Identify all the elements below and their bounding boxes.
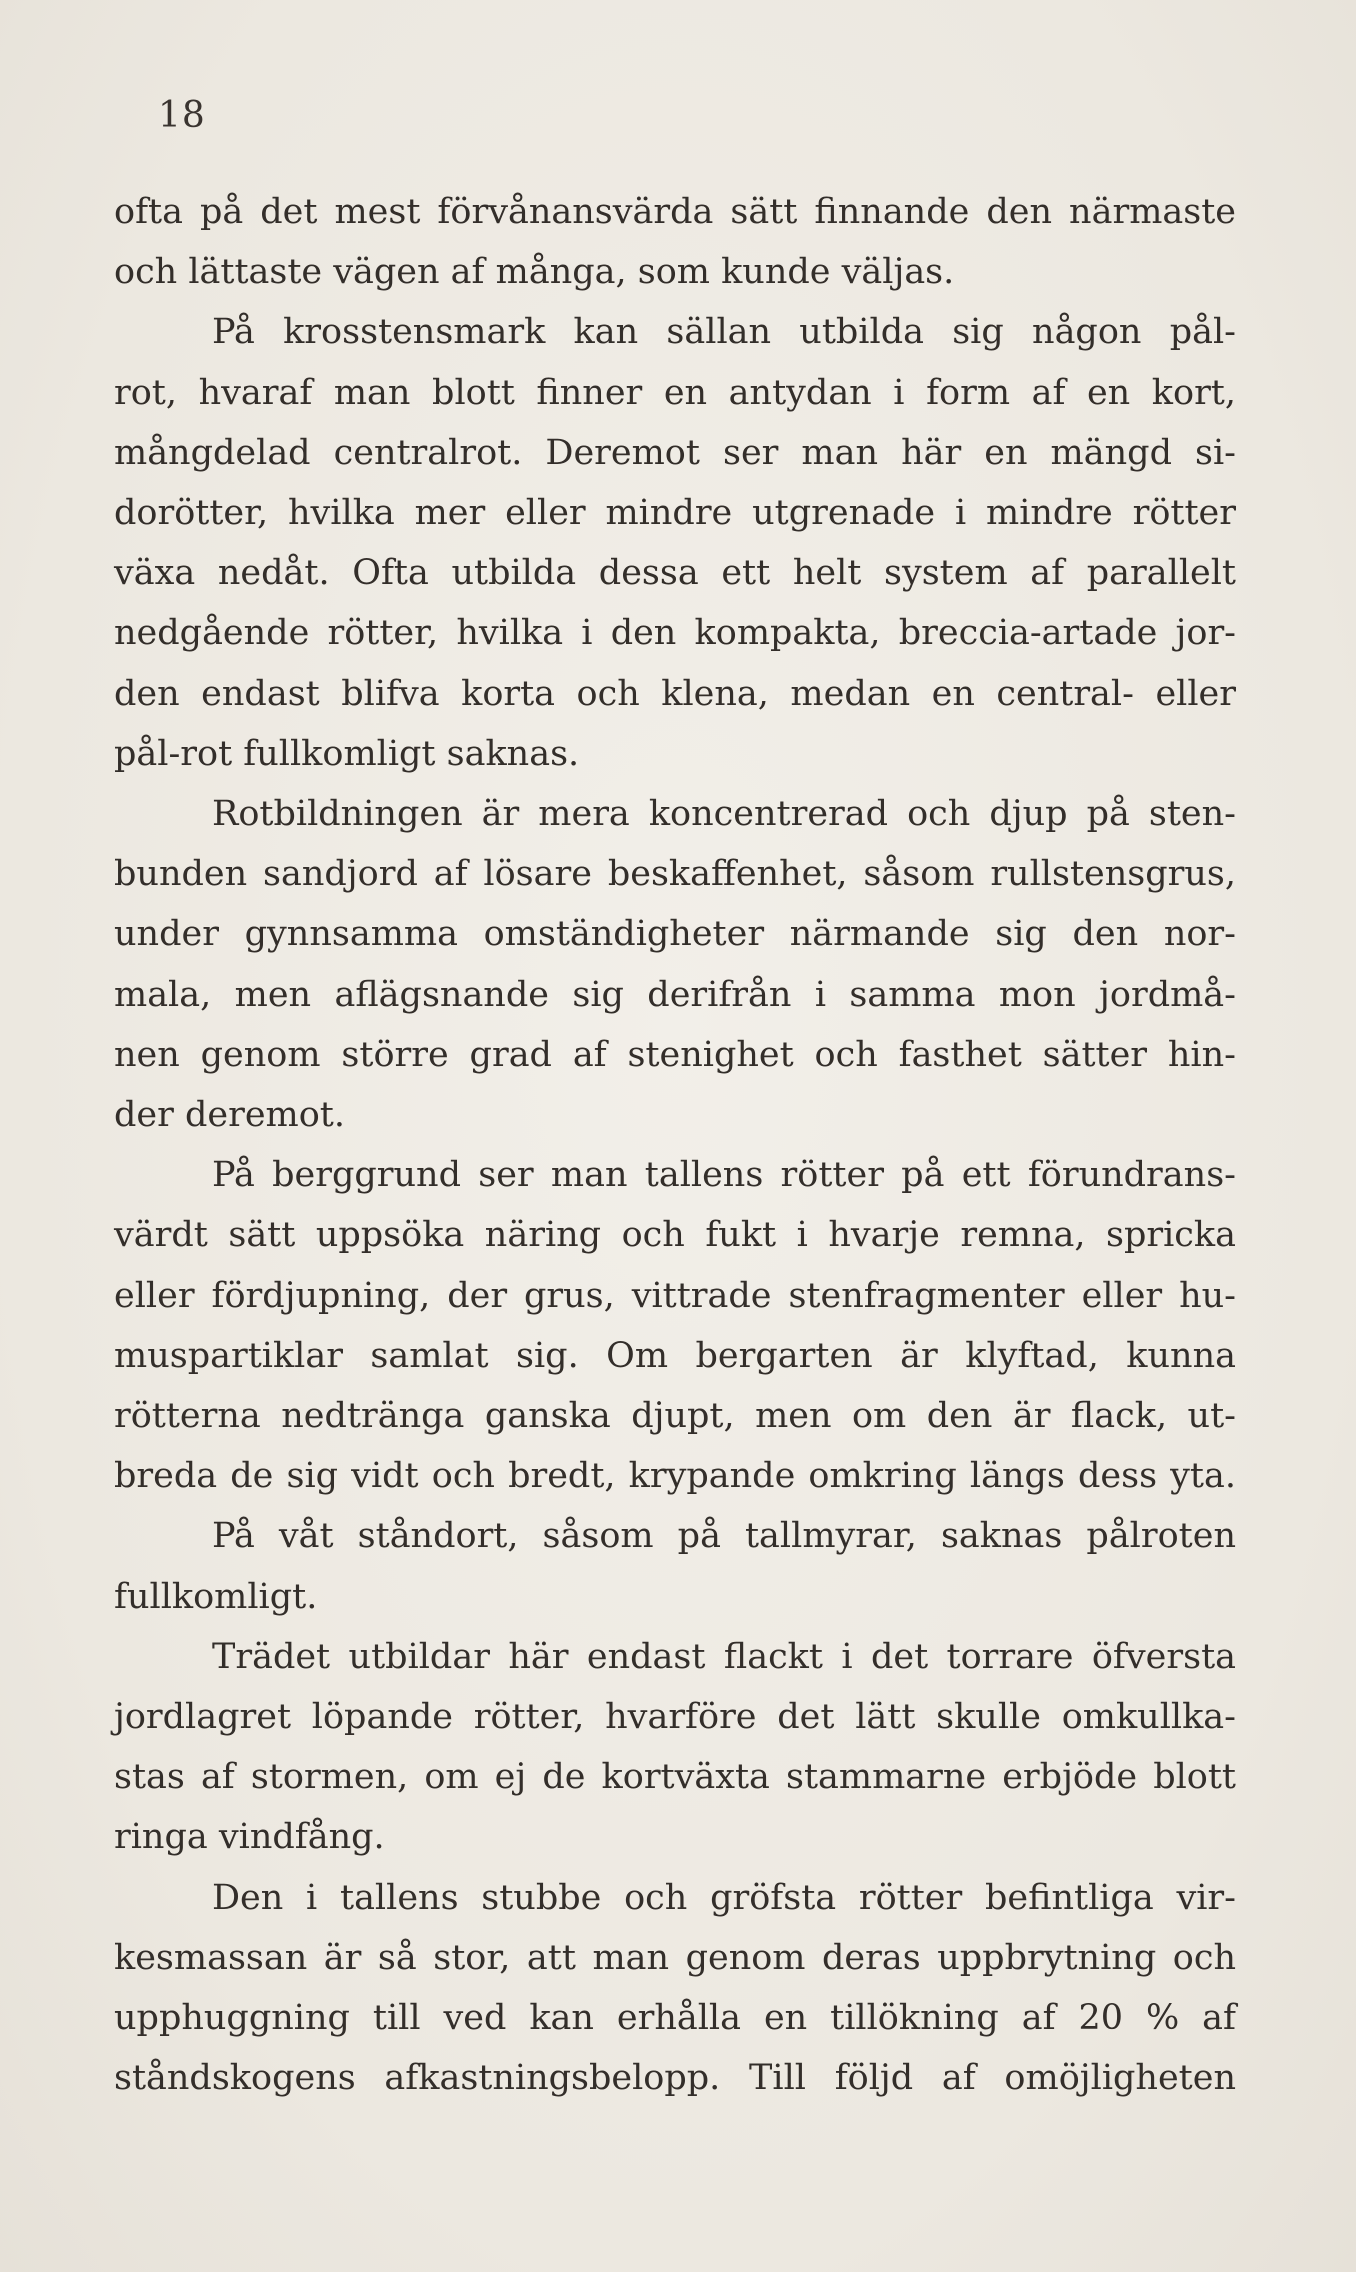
text-line: Den i tallens stubbe och gröfsta rötter befintliga vir- — [212, 1878, 1236, 1918]
text-line: På krosstensmark kan sällan utbilda sig någon pål- — [212, 312, 1236, 352]
page-number: 18 — [158, 95, 206, 136]
text-line: Rotbildningen är mera koncentrerad och djup på sten- — [212, 794, 1236, 834]
text-line: upphuggning till ved kan erhålla en tillökning af 20 % af — [114, 1998, 1236, 2038]
text-line: pål-rot fullkomligt saknas. — [114, 734, 580, 774]
text-line: mångdelad centralrot. Deremot ser man här en mängd si- — [114, 433, 1236, 473]
text-line: rötterna nedtränga ganska djupt, men om den är flack, ut- — [114, 1396, 1236, 1436]
text-line: kesmassan är så stor, att man genom deras uppbrytning och — [114, 1938, 1236, 1978]
text-line: stas af stormen, om ej de kortväxta stammarne erbjöde blott — [114, 1757, 1236, 1797]
text-line: nen genom större grad af stenighet och fasthet sätter hin- — [114, 1035, 1236, 1075]
text-line: bunden sandjord af lösare beskaffenhet, såsom rullstensgrus, — [114, 854, 1236, 894]
text-line: På våt ståndort, såsom på tallmyrar, saknas pålroten — [212, 1516, 1236, 1556]
text-line: fullkomligt. — [114, 1577, 318, 1617]
text-line: den endast blifva korta och klena, medan en central- eller — [114, 674, 1236, 714]
text-line: breda de sig vidt och bredt, krypande omkring längs dess yta. — [114, 1456, 1236, 1496]
text-line: eller fördjupning, der grus, vittrade stenfragmenter eller hu- — [114, 1276, 1236, 1316]
text-line: muspartiklar samlat sig. Om bergarten är klyftad, kunna — [114, 1336, 1236, 1376]
text-line: växa nedåt. Ofta utbilda dessa ett helt system af parallelt — [114, 553, 1236, 593]
text-line: Trädet utbildar här endast flackt i det torrare öfversta — [212, 1637, 1236, 1677]
text-line: jordlagret löpande rötter, hvarföre det lätt skulle omkullka- — [114, 1697, 1236, 1737]
text-line: På berggrund ser man tallens rötter på ett förundrans- — [212, 1155, 1236, 1195]
text-line: der deremot. — [114, 1095, 345, 1135]
text-line: mala, men aflägsnande sig derifrån i samma mon jordmå- — [114, 975, 1236, 1015]
text-line: dorötter, hvilka mer eller mindre utgrenade i mindre rötter — [114, 493, 1236, 533]
text-line: rot, hvaraf man blott finner en antydan i form af en kort, — [114, 373, 1236, 413]
text-line: under gynnsamma omständigheter närmande sig den nor- — [114, 914, 1236, 954]
text-line: nedgående rötter, hvilka i den kompakta, breccia-artade jor- — [114, 613, 1236, 653]
text-line: ringa vindfång. — [114, 1817, 385, 1857]
text-line: ståndskogens afkastningsbelopp. Till följd af omöjligheten — [114, 2058, 1236, 2098]
text-line: ofta på det mest förvånansvärda sätt finnande den närmaste — [114, 192, 1236, 232]
text-line: värdt sätt uppsöka näring och fukt i hvarje remna, spricka — [114, 1215, 1236, 1255]
text-line: och lättaste vägen af många, som kunde väljas. — [114, 252, 955, 292]
